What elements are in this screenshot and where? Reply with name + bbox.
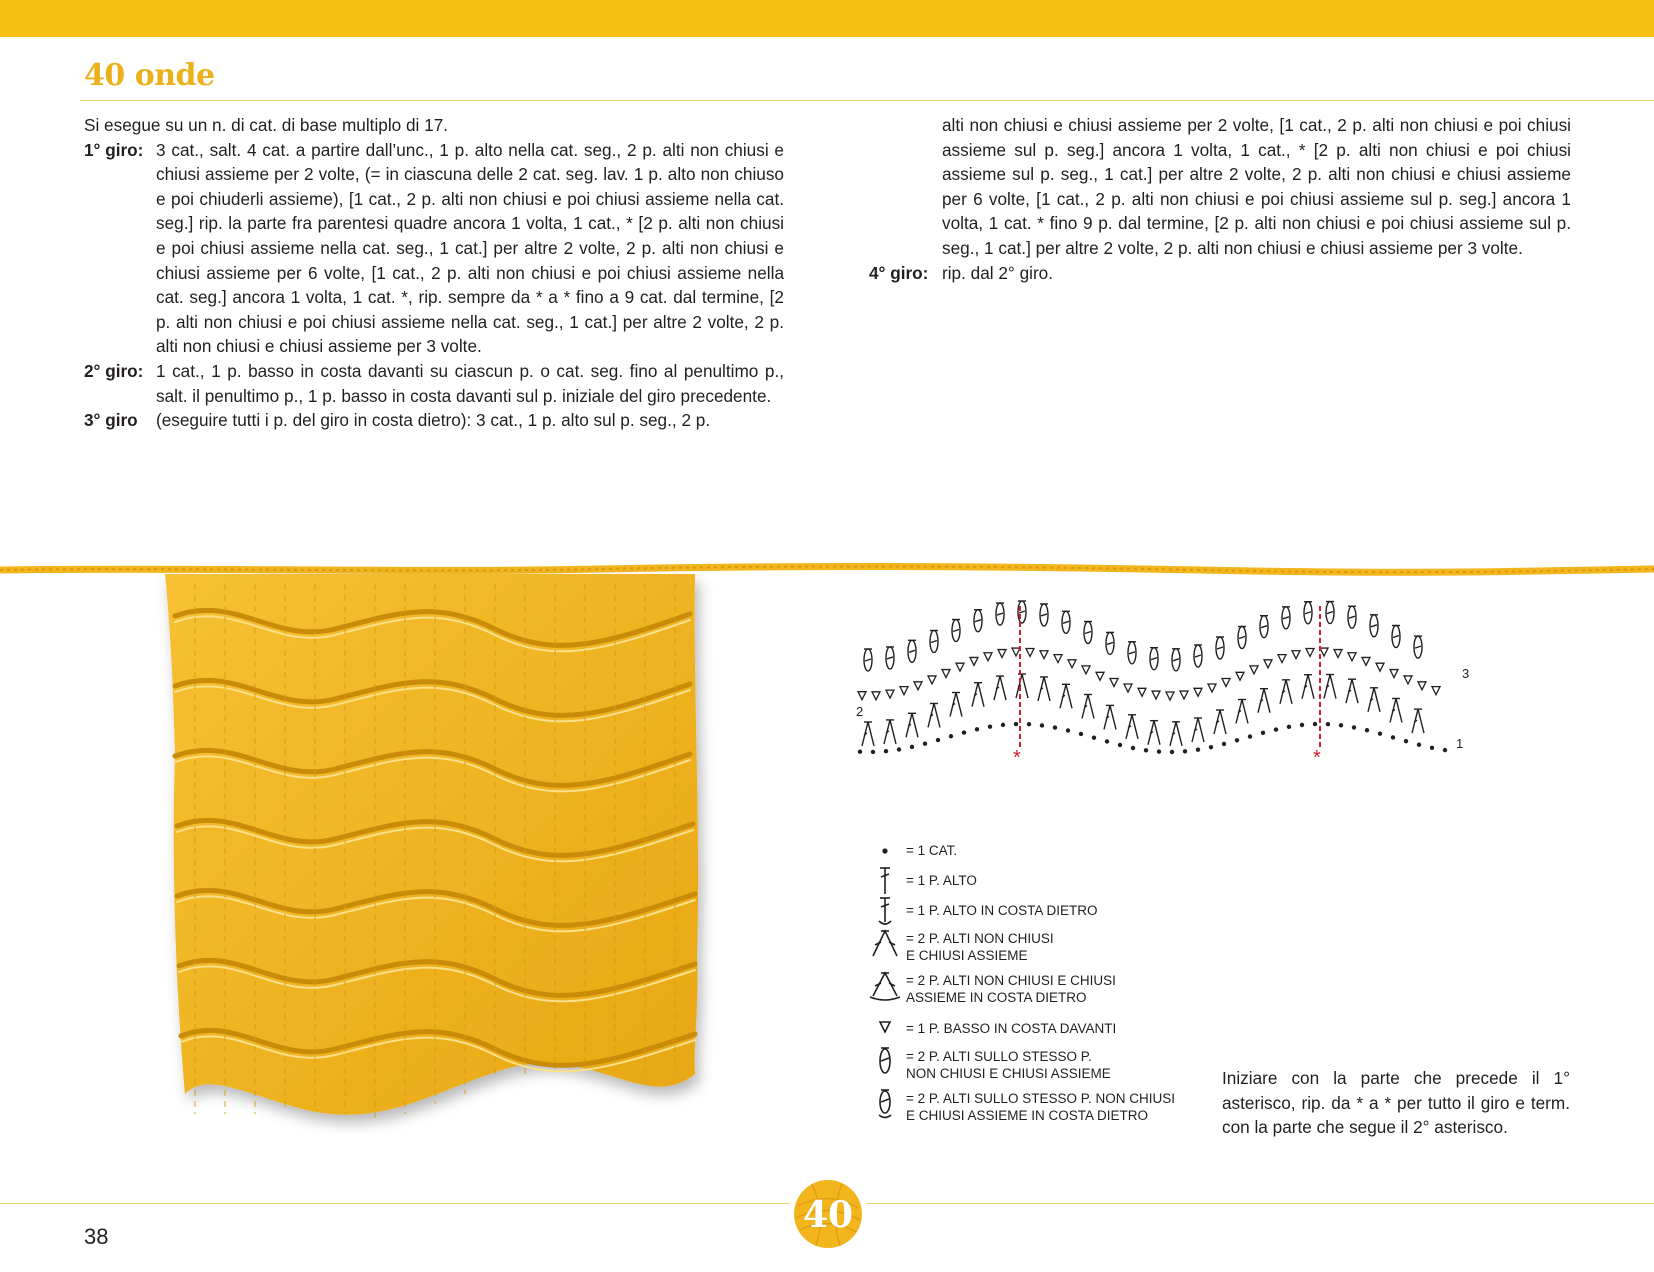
chart-stitch-row3 xyxy=(886,647,894,669)
chart-chain-dot xyxy=(1014,722,1018,726)
chart-chain-dot xyxy=(1157,749,1161,753)
chart-stitch-row2 xyxy=(1040,651,1048,659)
chart-stitch-row3 xyxy=(1062,611,1070,633)
chart-stitch-row1 xyxy=(1170,722,1182,746)
chart-chain-dot xyxy=(1339,723,1343,727)
chart-chain-dot xyxy=(1365,728,1369,732)
chart-chain-dot xyxy=(1378,731,1382,735)
chart-stitch-row3 xyxy=(1348,606,1356,628)
chart-stitch-row2 xyxy=(886,690,894,698)
legend-item-dc2-cluster: = 2 P. ALTI SULLO STESSO P. NON CHIUSI E CHIUSI ASSIEME xyxy=(868,1044,1111,1082)
chart-stitch-row1 xyxy=(1126,715,1138,739)
chart-chain-dot xyxy=(897,747,901,751)
chart-stitch-row2 xyxy=(998,650,1006,658)
instruction-row-2 xyxy=(84,359,784,408)
chart-stitch-row1 xyxy=(862,722,874,746)
chart-chain-dot xyxy=(1313,722,1317,726)
chart-stitch-row3 xyxy=(1260,616,1268,638)
chart-chain-dot xyxy=(988,724,992,728)
row-label: 3° giro xyxy=(84,410,138,431)
chart-stitch-row2 xyxy=(900,687,908,695)
instruction-row-1 xyxy=(84,138,784,359)
chart-chain-dot xyxy=(1417,743,1421,747)
chart-stitch-row2 xyxy=(1418,682,1426,690)
chart-stitch-row3 xyxy=(1370,615,1378,637)
instruction-row-3-continued xyxy=(869,113,1571,261)
chart-stitch-row1 xyxy=(1412,709,1424,733)
chart-chain-dot xyxy=(1352,725,1356,729)
chart-chain-dot xyxy=(1105,739,1109,743)
chart-chain-dot xyxy=(884,749,888,753)
chart-stitch-row3 xyxy=(1040,604,1048,626)
top-color-bar xyxy=(0,0,1654,37)
chart-stitch-row3 xyxy=(1106,632,1114,654)
legend-item-single-crochet-front-loop: = 1 P. BASSO IN COSTA DAVANTI xyxy=(868,1012,1116,1046)
chart-stitch-row2 xyxy=(1208,684,1216,692)
chart-stitch-row2 xyxy=(956,663,964,671)
double-crochet-back-loop-icon xyxy=(868,894,902,928)
chart-stitch-row1 xyxy=(1390,699,1402,723)
chart-chain-dot xyxy=(1300,723,1304,727)
instructions-right-column xyxy=(869,113,1571,285)
chart-chain-dot xyxy=(1183,749,1187,753)
chart-stitch-row2 xyxy=(1264,660,1272,668)
row-text: (eseguire tutti i p. del giro in costa dietro): 3 cat., 1 p. alto sul p. seg., 2 p. xyxy=(156,410,711,431)
repeat-note: Iniziare con la parte che precede il 1° asterisco, rip. da * a * per tutto il giro e term. con la parte che segue il 2° asterisco. xyxy=(1222,1068,1570,1138)
chart-stitch-row3 xyxy=(1414,636,1422,658)
dc2-cluster-back-loop-icon xyxy=(868,1086,902,1120)
chart-chain-dot xyxy=(1131,746,1135,750)
legend-item-dc2-cluster-back-loop: = 2 P. ALTI SULLO STESSO P. NON CHIUSI E CHIUSI ASSIEME IN COSTA DIETRO xyxy=(868,1086,1175,1124)
chart-chain-dot xyxy=(1443,748,1447,752)
dc2-cluster-icon xyxy=(868,1044,902,1078)
chart-stitch-row1 xyxy=(1346,679,1358,703)
single-crochet-front-loop-icon xyxy=(868,1012,902,1046)
chart-chain-dot xyxy=(949,734,953,738)
chart-stitch-row2 xyxy=(1082,666,1090,674)
crochet-stitch-diagram xyxy=(848,598,1468,778)
chart-stitch-row2 xyxy=(858,692,866,700)
chart-chain-dot xyxy=(1027,722,1031,726)
legend-item-chain: = 1 CAT. xyxy=(868,834,957,868)
chart-stitch-row3 xyxy=(1282,607,1290,629)
chart-stitch-row1 xyxy=(1236,700,1248,724)
chart-stitch-row1 xyxy=(1192,718,1204,742)
chart-chain-dot xyxy=(1040,723,1044,727)
chart-chain-dot xyxy=(962,730,966,734)
chart-stitch-row2 xyxy=(970,657,978,665)
chart-chain-dot xyxy=(1404,739,1408,743)
stitch-legend xyxy=(868,830,1228,1140)
chart-stitch-row3 xyxy=(1018,601,1026,623)
chart-stitch-row2 xyxy=(1096,672,1104,680)
chart-stitch-row2 xyxy=(872,692,880,700)
row-text: 1 cat., 1 p. basso in costa davanti su ciascun p. o cat. seg. fino al penultimo p., salt. il penultimo p., 1 p. basso in costa davanti sul p. iniziale del giro precedente. xyxy=(156,360,784,406)
chart-stitch-row3 xyxy=(1216,637,1224,659)
chart-chain-dot xyxy=(1261,731,1265,735)
chart-stitch-row1 xyxy=(1038,677,1050,701)
intro-text: Si esegue su un n. di cat. di base multiplo di 17. xyxy=(84,115,449,135)
chart-stitch-row2 xyxy=(942,670,950,678)
chart-stitch-row2 xyxy=(1236,672,1244,680)
chart-chain-dot xyxy=(1222,742,1226,746)
instructions-left-column xyxy=(84,113,784,433)
chart-stitch-row2 xyxy=(1278,655,1286,663)
row-label-1: 1 xyxy=(1456,736,1464,751)
chart-chain-dot xyxy=(1430,746,1434,750)
chart-stitch-row1 xyxy=(950,693,962,717)
chart-stitch-row2 xyxy=(1348,653,1356,661)
chart-stitch-row1 xyxy=(1060,684,1072,708)
footer-rule-right xyxy=(866,1203,1654,1204)
chart-chain-dot xyxy=(1118,743,1122,747)
chart-chain-dot xyxy=(871,750,875,754)
legend-item-double-crochet: = 1 P. ALTO xyxy=(868,864,977,898)
chart-chain-dot xyxy=(1326,722,1330,726)
row-text: alti non chiusi e chiusi assieme per 2 volte, [1 cat., 2 p. alti non chiusi e poi chiusi assieme sul p. seg.] ancora 1 volta, 1 cat., * [2 p. alti non chiusi e poi chiusi assieme sul p. seg., 1 cat.] per altre 2 volte, 2 p. alti non chiusi e chiusi assieme per 6 volte, [1 cat., 2 p. alti non chiusi e poi chiusi assieme sul p. seg.] ancora 1 volta, 1 cat. * fino 9 p. dal termine, [2 p. alti non chiusi e poi chiusi assieme sul p. seg., 1 cat.] per altre 2 volte, 2 p. alti non chiusi e chiusi assieme per 3 volte. xyxy=(942,115,1571,258)
chart-stitch-row3 xyxy=(1194,645,1202,667)
chart-stitch-row2 xyxy=(1292,651,1300,659)
chart-chain-dot xyxy=(975,727,979,731)
row-text: 3 cat., salt. 4 cat. a partire dall’unc., 1 p. alto nella cat. seg., 2 p. alti non chiusi e chiusi assieme per 2 volte, (= in ciascuna delle 2 cat. seg. lav. 1 p. alto non chiuso e poi chiuderli assieme), [1 cat., 2 p. alti non chiusi e poi chiusi assieme nella cat. seg.] rip. la parte fra parentesi quadre ancora 1 volta, 1 cat., * [2 p. alti non chiusi e poi chiusi assieme nella cat. seg., 1 cat.] per altre 2 volte, 2 p. alti non chiusi e chiusi assieme per 6 volte, [1 cat., 2 p. alti non chiusi e poi chiusi assieme nella cat. seg.] ancora 1 volta, 1 cat. *, rip. sempre da * a * fino a 9 cat. dal termine, [2 p. alti non chiusi e poi chiusi assieme nella cat. seg., 1 cat.] per altre 2 volte, 2 p. alti non chiusi e chiusi assieme per 3 volte. xyxy=(156,139,784,357)
chart-stitch-row2 xyxy=(1250,666,1258,674)
chart-stitch-row2 xyxy=(1124,684,1132,692)
chart-stitch-row1 xyxy=(1280,680,1292,704)
chart-stitch-row3 xyxy=(1084,621,1092,643)
legend-item-dc2tog-back-loop: = 2 P. ALTI NON CHIUSI E CHIUSI ASSIEME IN COSTA DIETRO xyxy=(868,968,1116,1006)
chart-stitch-row1 xyxy=(1368,688,1380,712)
chart-chain-dot xyxy=(936,738,940,742)
page-title: 40 onde xyxy=(84,58,215,93)
chart-stitch-row3 xyxy=(1304,602,1312,624)
chart-stitch-row2 xyxy=(1222,679,1230,687)
chart-chain-dot xyxy=(1235,738,1239,742)
chart-chain-dot xyxy=(1079,732,1083,736)
chart-stitch-row1 xyxy=(1302,675,1314,699)
chart-chain-dot xyxy=(1391,735,1395,739)
chart-stitch-row3 xyxy=(908,640,916,662)
page-number: 38 xyxy=(84,1224,109,1249)
chart-chain-dot xyxy=(1053,725,1057,729)
chart-stitch-row3 xyxy=(1172,649,1180,671)
chart-stitch-row3 xyxy=(996,603,1004,625)
chart-stitch-row2 xyxy=(1194,688,1202,696)
chart-chain-dot xyxy=(1287,725,1291,729)
repeat-asterisk-right: * xyxy=(1313,747,1321,769)
badge-number: 40 xyxy=(802,1194,854,1236)
chain-icon xyxy=(868,834,902,868)
repeat-asterisk-left: * xyxy=(1013,747,1021,769)
row-label: 1° giro: xyxy=(84,139,144,160)
footer-rule-left xyxy=(0,1203,790,1204)
chart-chain-dot xyxy=(1274,727,1278,731)
instruction-row-3 xyxy=(84,408,784,433)
chart-stitch-row2 xyxy=(928,676,936,684)
row-label: 2° giro: xyxy=(84,360,144,381)
title-rule xyxy=(80,100,1654,101)
double-crochet-icon xyxy=(868,864,902,898)
chart-stitch-row3 xyxy=(974,610,982,632)
chart-stitch-row1 xyxy=(1016,674,1028,698)
chart-stitch-row2 xyxy=(1306,648,1314,656)
chart-stitch-row2 xyxy=(1334,650,1342,658)
chart-stitch-row3 xyxy=(1392,626,1400,648)
chart-stitch-row3 xyxy=(952,620,960,642)
chart-stitch-row1 xyxy=(972,683,984,707)
chart-stitch-row2 xyxy=(1054,655,1062,663)
row-text: rip. dal 2° giro. xyxy=(942,262,1054,283)
chart-stitch-row1 xyxy=(1148,721,1160,745)
crochet-swatch-photo xyxy=(165,574,705,1134)
chart-stitch-row1 xyxy=(1258,689,1270,713)
chart-stitch-row2 xyxy=(1068,660,1076,668)
chart-chain-dot xyxy=(1196,747,1200,751)
chart-chain-dot xyxy=(1248,734,1252,738)
chart-stitch-row1 xyxy=(928,703,940,727)
chart-stitch-row2 xyxy=(1432,687,1440,695)
chart-stitch-row2 xyxy=(914,682,922,690)
legend-item-double-crochet-back-loop: = 1 P. ALTO IN COSTA DIETRO xyxy=(868,894,1097,928)
chart-stitch-row3 xyxy=(930,630,938,652)
row-label-3: 3 xyxy=(1462,666,1470,681)
chart-stitch-row1 xyxy=(906,713,918,737)
chart-stitch-row2 xyxy=(1138,688,1146,696)
instruction-row-4 xyxy=(869,261,1571,286)
chart-stitch-row2 xyxy=(1390,670,1398,678)
chart-stitch-row2 xyxy=(1362,657,1370,665)
chart-chain-dot xyxy=(910,745,914,749)
chart-stitch-row2 xyxy=(1026,648,1034,656)
chart-stitch-row1 xyxy=(994,676,1006,700)
chart-stitch-row2 xyxy=(1404,676,1412,684)
dc2tog-back-loop-icon xyxy=(868,968,902,1002)
chart-chain-dot xyxy=(923,741,927,745)
chart-stitch-row2 xyxy=(1110,679,1118,687)
chart-stitch-row3 xyxy=(864,649,872,671)
chart-stitch-row2 xyxy=(984,653,992,661)
chart-stitch-row3 xyxy=(1150,648,1158,670)
chart-stitch-row1 xyxy=(884,720,896,744)
chart-stitch-row1 xyxy=(1104,705,1116,729)
chart-stitch-row3 xyxy=(1238,627,1246,649)
chart-chain-dot xyxy=(1001,723,1005,727)
chart-stitch-row2 xyxy=(1012,648,1020,656)
chart-stitch-row2 xyxy=(1152,691,1160,699)
chart-chain-dot xyxy=(1209,745,1213,749)
dc2tog-icon xyxy=(868,926,902,960)
chart-chain-dot xyxy=(1170,750,1174,754)
row-label-2: 2 xyxy=(856,704,864,719)
chart-chain-dot xyxy=(1066,728,1070,732)
chart-chain-dot xyxy=(1144,748,1148,752)
chart-stitch-row2 xyxy=(1166,692,1174,700)
legend-item-dc2tog: = 2 P. ALTI NON CHIUSI E CHIUSI ASSIEME xyxy=(868,926,1054,964)
chart-chain-dot xyxy=(858,749,862,753)
chart-stitch-row3 xyxy=(1326,602,1334,624)
row-label: 4° giro: xyxy=(869,262,929,283)
chart-stitch-row1 xyxy=(1324,675,1336,699)
chart-stitch-row3 xyxy=(1128,642,1136,664)
yarn-ball-badge xyxy=(790,1176,866,1252)
chart-chain-dot xyxy=(1092,736,1096,740)
chart-stitch-row1 xyxy=(1082,694,1094,718)
chart-stitch-row2 xyxy=(1376,663,1384,671)
chart-stitch-row2 xyxy=(1180,691,1188,699)
chart-stitch-row1 xyxy=(1214,710,1226,734)
chart-stitch-row2 xyxy=(1320,648,1328,656)
